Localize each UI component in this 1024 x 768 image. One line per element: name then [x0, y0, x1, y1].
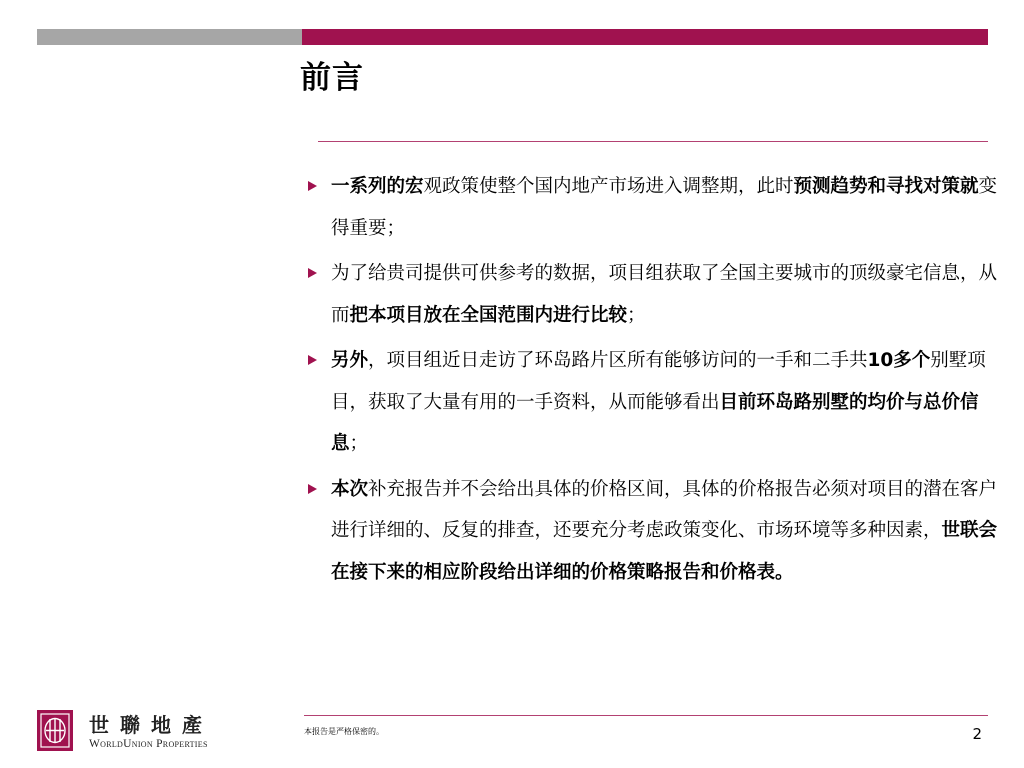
bullet-item — [308, 166, 998, 249]
triangle-bullet-icon — [308, 484, 317, 494]
triangle-bullet-icon — [308, 181, 317, 191]
title-divider — [318, 141, 988, 142]
bullet-text: 别墅项目，获取了大量有用的一手资料，从而能够看出 — [331, 350, 986, 413]
bullet-text-bold: 一系列的宏 — [331, 176, 424, 197]
bullet-item — [308, 340, 998, 465]
bullet-text: 变得重要； — [331, 176, 998, 239]
bullet-text-bold: 另外 — [331, 350, 369, 371]
logo-english-name: WorldUnion Properties — [89, 738, 208, 750]
bullet-text: 为了给贵司提供可供参考的数据，项目组获取了全国主要城市的顶级豪宅信息，从而 — [331, 263, 998, 326]
bullet-text-bold: 10多个 — [867, 350, 931, 371]
bullet-text-bold: 本次 — [331, 478, 369, 500]
bullet-item — [308, 253, 998, 336]
logo-chinese-name: 世聯地產 — [89, 713, 213, 737]
bullet-list — [308, 166, 998, 597]
company-logo-icon — [37, 710, 73, 751]
bullet-text: ，项目组近日走访了环岛路片区所有能够访问的一手和二手共 — [368, 350, 868, 371]
bullet-text-bold: 预测趋势和寻找对策就 — [793, 176, 979, 197]
header-bar-accent — [302, 29, 988, 45]
bullet-text: 观政策使整个国内地产市场进入调整期，此时 — [423, 176, 794, 197]
slide-title: 前言 — [300, 60, 364, 96]
bullet-text-bold: 世联会在接下来的相应阶段给出详细的价格策略报告和价格表。 — [331, 520, 998, 583]
bullet-text-bold: 目前环岛路别墅的均价与总价信息 — [331, 391, 979, 454]
bullet-text-bold: 把本项目放在全国范围内进行比较 — [349, 304, 628, 326]
bullet-text: ； — [349, 433, 369, 454]
triangle-bullet-icon — [308, 355, 317, 365]
header-bar-gray — [37, 29, 302, 45]
confidential-note: 本报告是严格保密的。 — [304, 727, 384, 736]
triangle-bullet-icon — [308, 268, 317, 278]
bullet-text: 补充报告并不会给出具体的价格区间，具体的价格报告必须对项目的潜在客户进行详细的、反复的排查，还要充分考虑政策变化、市场环境等多种因素， — [331, 478, 998, 541]
footer-divider — [304, 715, 988, 716]
page-number: 2 — [972, 725, 982, 743]
bullet-text: ； — [627, 304, 646, 326]
bullet-item — [308, 469, 998, 594]
